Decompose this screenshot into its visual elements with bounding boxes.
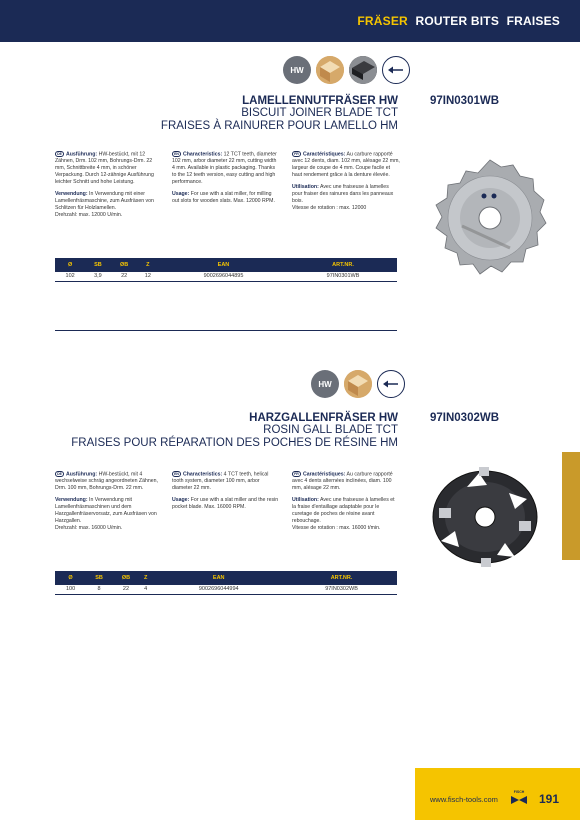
rosin-gall-blade-photo bbox=[420, 462, 550, 577]
header-title-fr: FRAISES bbox=[506, 14, 560, 28]
biscuit-joiner-blade-photo bbox=[422, 150, 558, 291]
feed-direction-icon bbox=[377, 370, 405, 398]
feed-direction-icon bbox=[382, 56, 410, 84]
product-2-feature-icons bbox=[311, 370, 405, 398]
header-title-en: ROUTER BITS bbox=[415, 14, 500, 28]
hw-icon: HW bbox=[283, 56, 311, 84]
footer-url-link[interactable]: www.fisch-tools.com bbox=[430, 795, 498, 804]
product-2-title-de: HARZGALLENFRÄSER HW bbox=[249, 412, 398, 424]
flag-de-icon: DE bbox=[55, 151, 64, 157]
table-header-row: Ø SB ØB Z EAN ART.NR. bbox=[55, 258, 397, 272]
wood-end-grain-icon bbox=[344, 370, 372, 398]
flag-en-icon: EN bbox=[172, 151, 181, 157]
dark-board-icon bbox=[349, 56, 377, 84]
product-2-desc-fr: FR Caractéristiques: Au carbure rapporté avec 4 dents alternées inclinées, diam. 100 mm, alésage 22 mm. Utilisation: Avec une fraiseuse à lamelles et la fraise d'entaillage adaptable pour le curetage de poches de résine avant rebouchage. Vitesse de rotation : max. 16000 t/min. bbox=[292, 471, 395, 532]
flag-fr-icon: FR bbox=[292, 471, 301, 477]
table-header-row: Ø SB ØB Z EAN ART.NR. bbox=[55, 571, 397, 585]
flag-fr-icon: FR bbox=[292, 151, 301, 157]
table-row: 102 3,9 22 12 9002696044895 97IN0301WB bbox=[55, 272, 397, 281]
product-1-desc-de: DE Ausführung: HW-bestückt, mit 12 Zähnen, Drm. 102 mm, Bohrungs-Drm. 22 mm, Schnittbreite 4 mm, in schöner Verpackung. Durch 12-zähnige Ausführung leichter Schnitt und hohe Leistung. Verwendung: In Verwendung mit einer Lamellenfräsmaschine, zum Ausfräsen von Schlitzen für Holzlamellen. Drehzahl: max. 12000 U/min. bbox=[55, 151, 154, 219]
product-2-title-en: ROSIN GALL BLADE TCT bbox=[263, 424, 398, 436]
product-1-spec-table bbox=[55, 258, 397, 282]
product-2-spec-table bbox=[55, 571, 397, 595]
flag-en-icon: EN bbox=[172, 471, 181, 477]
product-2-article-code: 97IN0302WB bbox=[430, 412, 500, 424]
section-divider bbox=[55, 330, 397, 331]
product-1-title-en: BISCUIT JOINER BLADE TCT bbox=[241, 107, 398, 119]
product-2-desc-de: DE Ausführung: HW-bestückt, mit 4 wechselweise schräg angeordneten Zähnen, Drm. 100 mm, Bohrungs-Drm. 22 mm. Verwendung: In Verwendung mit Lamellenfräsmaschinen und dem Harzgallenfräservorsatz, zum Ausfräsen von Harzgallen. Drehzahl: max. 16000 U/min. bbox=[55, 471, 158, 532]
header-title-de: FRÄSER bbox=[357, 14, 408, 28]
wood-end-grain-icon bbox=[316, 56, 344, 84]
product-1-article-code: 97IN0301WB bbox=[430, 95, 500, 107]
product-2-desc-en: EN Characteristics: 4 TCT teeth, helical tooth system, diameter 100 mm, arbor diameter 22 mm. Usage: For use with a slat miller and the resin pocket blade. Max. 16000 RPM. bbox=[172, 471, 279, 511]
product-1-feature-icons bbox=[283, 56, 410, 84]
page-number: 191 bbox=[539, 792, 560, 806]
product-1-desc-fr: FR Caractéristiques: Au carbure rapporté avec 12 dents, diam. 102 mm, alésage 22 mm, largeur de coupe de 4 mm. Coupe facile et haut rendement grâce à la denture élevée. Utilisation: Avec une fraiseuse à lamelles pour fraiser des rainures dans les panneaux bois. Vitesse de rotation : max. 12000 bbox=[292, 151, 400, 212]
section-side-tab bbox=[562, 452, 580, 560]
product-2-title bbox=[71, 412, 398, 450]
svg-text:FISCH: FISCH bbox=[513, 790, 525, 794]
product-1-title-de: LAMELLENNUTFRÄSER HW bbox=[242, 95, 398, 107]
product-1-title bbox=[161, 95, 398, 133]
flag-de-icon: DE bbox=[55, 471, 64, 477]
header-title bbox=[357, 14, 560, 28]
product-1-desc-en: EN Characteristics: 12 TCT teeth, diameter 102 mm, arbor diameter 22 mm, cutting width 4 mm. Available in plastic packaging. Thanks to the 12 teeth version, easy cutting and high performance. Usage: For use with a slat miller, for milling out slots for wooden slats. Max. 12000 RPM. bbox=[172, 151, 277, 205]
fisch-logo-icon bbox=[510, 789, 528, 805]
table-row: 100 8 22 4 9002696044994 97IN0302WB bbox=[55, 585, 397, 594]
header-bar bbox=[0, 0, 580, 42]
product-2-title-fr: FRAISES POUR RÉPARATION DES POCHES DE RÉSINE HM bbox=[71, 437, 398, 449]
product-1-title-fr: FRAISES À RAINURER POUR LAMELLO HM bbox=[160, 120, 398, 132]
hw-icon: HW bbox=[311, 370, 339, 398]
